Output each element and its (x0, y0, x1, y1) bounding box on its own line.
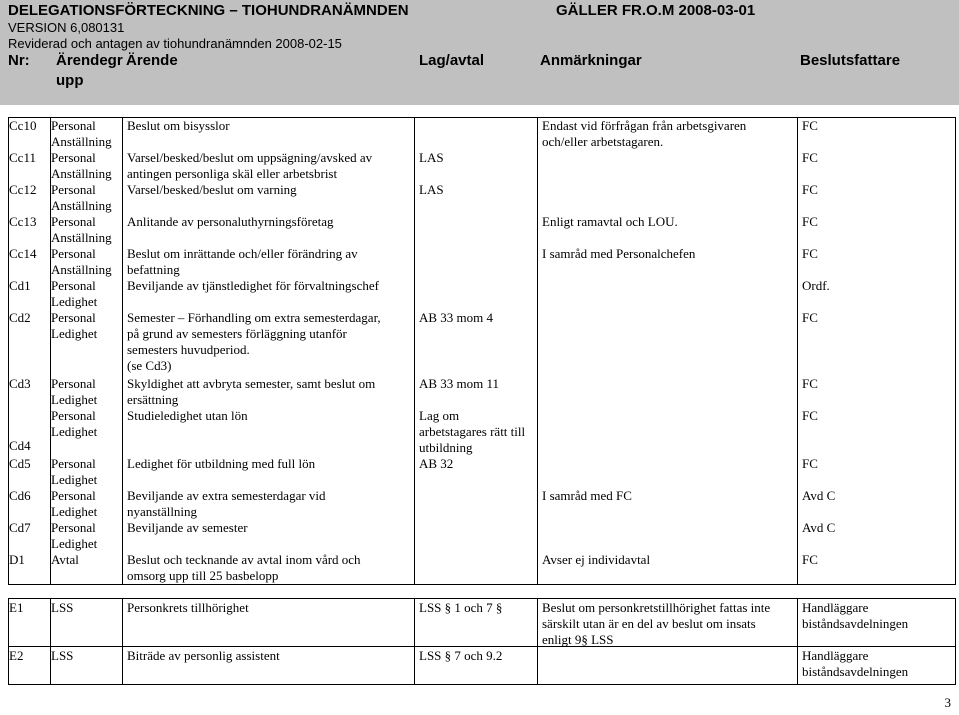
row-group-sub: Anställning (51, 134, 112, 149)
col-nr: Nr: (8, 52, 30, 69)
row-group-sub: Anställning (51, 230, 112, 245)
row-arende: nyanställning (127, 504, 198, 519)
row-arende: Beviljande av tjänstledighet för förvaltningschef (127, 278, 379, 293)
row-arende: Skyldighet att avbryta semester, samt beslut om (127, 376, 376, 391)
row-lag: AB 32 (419, 456, 454, 471)
row-nr: E2 (9, 648, 24, 663)
col-arende: Ärende (126, 52, 178, 69)
row-anm: Avser ej individavtal (542, 552, 651, 567)
row-arende: Anlitande av personaluthyrningsföretag (127, 214, 334, 229)
row-beslut: FC (802, 214, 818, 229)
row-lag: Lag om (419, 408, 460, 423)
row-lag: LSS § 1 och 7 § (419, 600, 503, 615)
col-arendegrupp-2: upp (56, 72, 84, 89)
row-arende: Ledighet för utbildning med full lön (127, 456, 316, 471)
table-bottom-border (8, 684, 955, 685)
row-arende: Beviljande av semester (127, 520, 248, 535)
row-anm: enligt 9§ LSS (542, 632, 614, 647)
row-group: LSS (51, 648, 74, 663)
row-group: LSS (51, 600, 74, 615)
table-row-divider (8, 646, 955, 647)
valid-from: GÄLLER FR.O.M 2008-03-01 (556, 2, 756, 19)
row-lag: LAS (419, 150, 444, 165)
row-nr: Cd3 (9, 376, 31, 391)
table-col-border-3 (414, 117, 415, 585)
row-arende: Personkrets tillhörighet (127, 600, 249, 615)
row-nr: Cd5 (9, 456, 31, 471)
row-anm: särskilt utan är en del av beslut om insats (542, 616, 756, 631)
row-arende: ersättning (127, 392, 179, 407)
row-nr: Cd1 (9, 278, 31, 293)
row-nr: Cd7 (9, 520, 31, 535)
row-nr: Cc14 (9, 246, 37, 261)
table-col-border-4 (537, 117, 538, 585)
row-group-sub: Anställning (51, 198, 112, 213)
row-beslut: Ordf. (802, 278, 830, 293)
row-group-sub: Ledighet (51, 294, 98, 309)
row-arende: (se Cd3) (127, 358, 172, 373)
revised-label: Reviderad och antagen av tiohundranämnden 2008-02-15 (8, 36, 342, 51)
row-beslut: FC (802, 376, 818, 391)
table-col-border-b-6 (955, 598, 956, 685)
row-beslut: FC (802, 552, 818, 567)
row-group: Personal (51, 456, 96, 471)
col-anm: Anmärkningar (540, 52, 642, 69)
row-nr: Cc13 (9, 214, 37, 229)
row-beslut: Avd C (802, 488, 836, 503)
row-group: Personal (51, 214, 96, 229)
row-lag: LSS § 7 och 9.2 (419, 648, 503, 663)
row-nr: Cd6 (9, 488, 31, 503)
col-lag: Lag/avtal (419, 52, 485, 69)
row-lag: AB 33 mom 4 (419, 310, 494, 325)
row-nr: D1 (9, 552, 25, 567)
table-col-border-5 (797, 117, 798, 585)
row-beslut: Avd C (802, 520, 836, 535)
row-group: Personal (51, 118, 96, 133)
row-anm: och/eller arbetstagaren. (542, 134, 664, 149)
table-mid-border (8, 584, 955, 585)
col-beslut: Beslutsfattare (800, 52, 901, 69)
row-beslut: Handläggare (802, 600, 869, 615)
row-beslut: biståndsavdelningen (802, 616, 909, 631)
row-anm: I samråd med Personalchefen (542, 246, 696, 261)
row-beslut: FC (802, 118, 818, 133)
row-lag: AB 33 mom 11 (419, 376, 500, 391)
row-beslut: FC (802, 408, 818, 423)
row-nr: E1 (9, 600, 24, 615)
row-beslut: biståndsavdelningen (802, 664, 909, 679)
row-arende: semesters huvudperiod. (127, 342, 250, 357)
row-beslut: Handläggare (802, 648, 869, 663)
row-group-sub: Ledighet (51, 472, 98, 487)
table-col-border-6 (955, 117, 956, 585)
table-col-border-b-5 (797, 598, 798, 685)
row-lag: LAS (419, 182, 444, 197)
row-arende: Beslut om inrättande och/eller förändring av (127, 246, 358, 261)
row-group: Personal (51, 376, 96, 391)
row-arende: Varsel/besked/beslut om uppsägning/avsked av (127, 150, 373, 165)
row-group-sub: Ledighet (51, 424, 98, 439)
row-group: Personal (51, 182, 96, 197)
row-anm: Beslut om personkretstillhörighet fattas inte (542, 600, 771, 615)
row-group-sub: Ledighet (51, 504, 98, 519)
row-arende: Beslut och tecknande av avtal inom vård och (127, 552, 361, 567)
row-group-sub: Ledighet (51, 536, 98, 551)
row-group: Personal (51, 150, 96, 165)
row-nr: Cc10 (9, 118, 37, 133)
row-arende: Biträde av personlig assistent (127, 648, 280, 663)
row-arende: befattning (127, 262, 180, 277)
table-block2-top (8, 598, 955, 599)
row-group-sub: Ledighet (51, 392, 98, 407)
row-arende: Beviljande av extra semesterdagar vid (127, 488, 326, 503)
row-lag: utbildning (419, 440, 473, 455)
row-group: Personal (51, 488, 96, 503)
row-beslut: FC (802, 150, 818, 165)
row-anm: I samråd med FC (542, 488, 632, 503)
table-col-border-b-3 (414, 598, 415, 685)
row-nr: Cc11 (9, 150, 36, 165)
table-col-border-b-4 (537, 598, 538, 685)
row-arende: omsorg upp till 25 basbelopp (127, 568, 279, 583)
row-beslut: FC (802, 310, 818, 325)
row-nr: Cc12 (9, 182, 37, 197)
row-group-sub: Ledighet (51, 326, 98, 341)
row-beslut: FC (802, 456, 818, 471)
row-group: Personal (51, 246, 96, 261)
document-title: DELEGATIONSFÖRTECKNING – TIOHUNDRANÄMNDEN (8, 2, 409, 19)
row-arende: på grund av semesters förläggning utanför (127, 326, 347, 341)
row-nr: Cd2 (9, 310, 31, 325)
row-arende: Semester – Förhandling om extra semesterdagar, (127, 310, 381, 325)
row-group: Personal (51, 520, 96, 535)
row-group: Avtal (51, 552, 79, 567)
row-group-sub: Anställning (51, 166, 112, 181)
row-arende: Beslut om bisysslor (127, 118, 230, 133)
row-arende: Studieledighet utan lön (127, 408, 248, 423)
col-arendegrupp-1: Ärendegr (56, 52, 123, 69)
row-group-sub: Anställning (51, 262, 112, 277)
row-anm: Endast vid förfrågan från arbetsgivaren (542, 118, 747, 133)
row-beslut: FC (802, 246, 818, 261)
row-arende: Varsel/besked/beslut om varning (127, 182, 297, 197)
row-group: Personal (51, 408, 96, 423)
row-arende: antingen personliga skäl eller arbetsbrist (127, 166, 338, 181)
page-number: 3 (944, 695, 951, 710)
row-lag: arbetstagares rätt till (419, 424, 526, 439)
version-label: VERSION 6,080131 (8, 20, 125, 35)
table-col-border-b-2 (122, 598, 123, 685)
row-nr: Cd4 (9, 438, 31, 453)
row-beslut: FC (802, 182, 818, 197)
row-group: Personal (51, 310, 96, 325)
row-anm: Enligt ramavtal och LOU. (542, 214, 678, 229)
row-group: Personal (51, 278, 96, 293)
table-col-border-2 (122, 117, 123, 585)
